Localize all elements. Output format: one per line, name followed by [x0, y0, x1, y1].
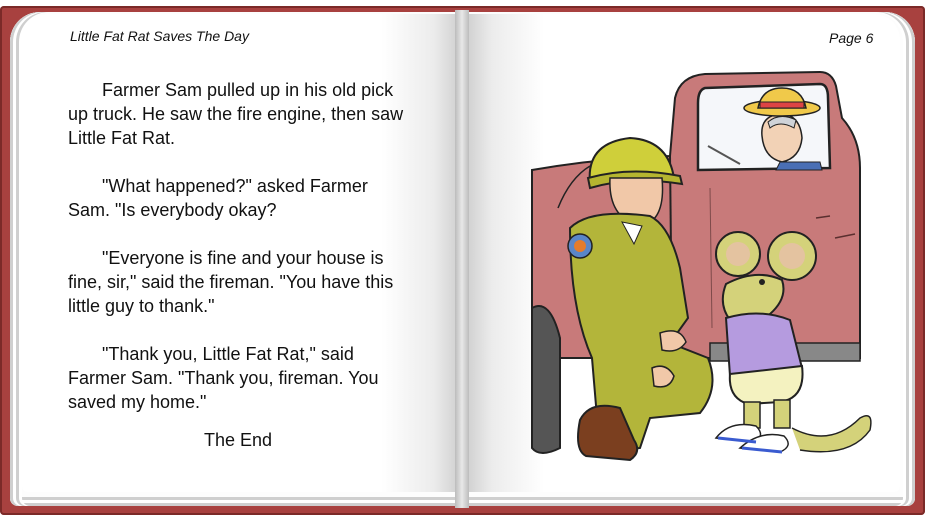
story-paragraph-1: Farmer Sam pulled up in his old pick up truck. He saw the fire engine, then saw Little Fat Rat.	[68, 80, 404, 148]
story-paragraph-4: "Thank you, Little Fat Rat," said Farmer Sam. "Thank you, fireman. You saved my home."	[68, 344, 379, 412]
book-spine	[455, 10, 469, 508]
the-end-text: The End	[204, 430, 273, 450]
story-illustration	[530, 58, 876, 466]
story-paragraph-3: "Everyone is fine and your house is fine, sir," said the fireman. "You have this little guy to thank."	[68, 248, 394, 316]
story-paragraph-2: "What happened?" asked Farmer Sam. "Is everybody okay?	[68, 176, 368, 220]
story-text	[68, 78, 413, 438]
page-number: Page 6	[829, 30, 874, 46]
book-title: Little Fat Rat Saves The Day	[70, 28, 249, 44]
